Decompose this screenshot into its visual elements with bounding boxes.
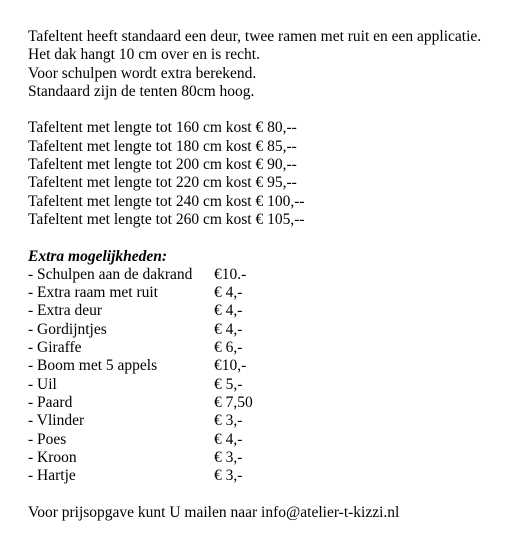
extra-item xyxy=(28,394,508,412)
intro-line: Het dak hangt 10 cm over en is recht. xyxy=(28,46,260,64)
intro-line: Voor schulpen wordt extra berekend. xyxy=(28,64,257,82)
extra-item xyxy=(28,321,508,339)
extra-item-price: €10.- xyxy=(214,265,247,283)
extra-item-price: € 6,- xyxy=(214,339,243,357)
extra-item-price: € 4,- xyxy=(214,284,243,302)
extra-item xyxy=(28,302,508,320)
extra-item-name: - Hartje xyxy=(28,467,76,485)
extra-item-name: - Kroon xyxy=(28,448,77,466)
price-line: Tafeltent met lengte tot 240 cm kost € 100,-- xyxy=(28,192,305,210)
price-line: Tafeltent met lengte tot 260 cm kost € 105,-- xyxy=(28,210,305,228)
extra-item-name: - Poes xyxy=(28,430,67,448)
extra-item-name: - Giraffe xyxy=(28,339,82,357)
spacer xyxy=(28,101,508,119)
extra-item-name: - Vlinder xyxy=(28,412,85,430)
extra-item xyxy=(28,431,508,449)
extra-item-name: - Uil xyxy=(28,375,57,393)
extra-item-price: € 3,- xyxy=(214,448,243,466)
price-list xyxy=(28,119,508,229)
extras-section xyxy=(28,248,508,486)
extra-item-name: - Extra raam met ruit xyxy=(28,284,158,302)
price-line: Tafeltent met lengte tot 180 cm kost € 85,-- xyxy=(28,137,297,155)
intro-line: Tafeltent heeft standaard een deur, twee ramen met ruit en een applicatie. xyxy=(28,28,482,45)
extra-item-price: € 4,- xyxy=(214,430,243,448)
extra-item-name: - Boom met 5 appels xyxy=(28,357,158,375)
extra-item-price: €10,- xyxy=(214,357,247,375)
spacer xyxy=(28,485,508,503)
extra-item xyxy=(28,284,508,302)
extra-item-name: - Gordijntjes xyxy=(28,320,107,338)
extra-item xyxy=(28,449,508,467)
extra-item xyxy=(28,266,508,284)
price-line: Tafeltent met lengte tot 220 cm kost € 95,-- xyxy=(28,174,297,192)
extra-item xyxy=(28,357,508,375)
extra-item-price: € 3,- xyxy=(214,467,243,485)
document-body xyxy=(28,28,508,522)
price-line: Tafeltent met lengte tot 200 cm kost € 90,-- xyxy=(28,156,297,174)
extras-heading: Extra mogelijkheden: xyxy=(28,247,168,265)
extra-item-price: € 3,- xyxy=(214,412,243,430)
extra-item-name: - Schulpen aan de dakrand xyxy=(28,265,193,283)
extra-item-price: € 4,- xyxy=(214,320,243,338)
extra-item-price: € 7,50 xyxy=(214,393,253,411)
extra-item xyxy=(28,376,508,394)
extra-item xyxy=(28,467,508,485)
spacer xyxy=(28,229,508,247)
extra-item-name: - Paard xyxy=(28,393,73,411)
extra-item xyxy=(28,339,508,357)
intro-line: Standaard zijn de tenten 80cm hoog. xyxy=(28,82,255,100)
contact-line: Voor prijsopgave kunt U mailen naar info@atelier-t-kizzi.nl xyxy=(28,503,400,521)
extra-item-name: - Extra deur xyxy=(28,302,103,320)
intro-section xyxy=(28,28,508,101)
price-line: Tafeltent met lengte tot 160 cm kost € 80,-- xyxy=(28,119,297,137)
extra-item-price: € 5,- xyxy=(214,375,243,393)
extra-item xyxy=(28,412,508,430)
extra-item-price: € 4,- xyxy=(214,302,243,320)
